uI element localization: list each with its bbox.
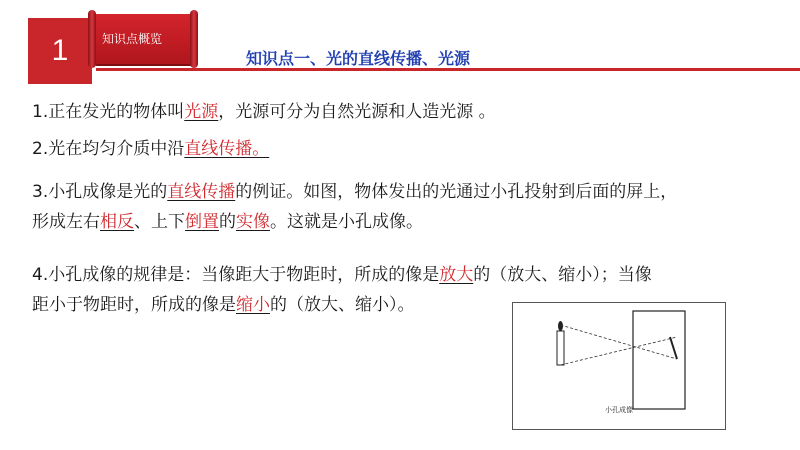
text: 形成左右 (32, 212, 100, 232)
answer-blank: 实像 (236, 212, 270, 232)
text: 4.小孔成像的规律是：当像距大于物距时，所成的像是 (32, 265, 440, 285)
text: ，光源可分为自然光源和人造光源 。 (218, 102, 496, 122)
answer-blank: 直线传播。 (184, 139, 270, 159)
answer-blank: 光源 (184, 102, 219, 122)
section-title: 知识点一、光的直线传播、光源 (246, 49, 471, 68)
text: 的 (219, 212, 236, 232)
text: 1.正在发光的物体叫 (32, 102, 185, 122)
paragraph-2 (32, 134, 269, 164)
text: 的（放大、缩小）；当像 (473, 265, 652, 285)
answer-blank: 放大 (439, 265, 474, 285)
text: 的（放大、缩小）。 (270, 295, 415, 315)
badge-label: 知识点概览 (102, 32, 163, 46)
badge-scroll (92, 14, 194, 64)
section-number: 1 (51, 34, 69, 67)
paragraph-3 (32, 177, 677, 237)
text: 距小于物距时，所成的像是 (32, 295, 236, 315)
answer-blank: 缩小 (236, 295, 270, 315)
answer-blank: 直线传播 (167, 182, 236, 202)
pinhole-diagram (512, 302, 726, 430)
paragraph-1 (32, 97, 496, 127)
figure-caption: 小孔成像 (605, 406, 633, 414)
answer-blank: 倒置 (185, 212, 219, 232)
section-number-box (28, 18, 92, 84)
text: 。这就是小孔成像。 (270, 212, 423, 232)
text: 的例证。如图，物体发出的光通过小孔投射到后面的屏上， (235, 182, 678, 202)
text: 2.光在均匀介质中沿 (32, 139, 185, 159)
text: 3.小孔成像是光的 (32, 182, 168, 202)
answer-blank: 相反 (100, 212, 134, 232)
text: 、上下 (134, 212, 185, 232)
